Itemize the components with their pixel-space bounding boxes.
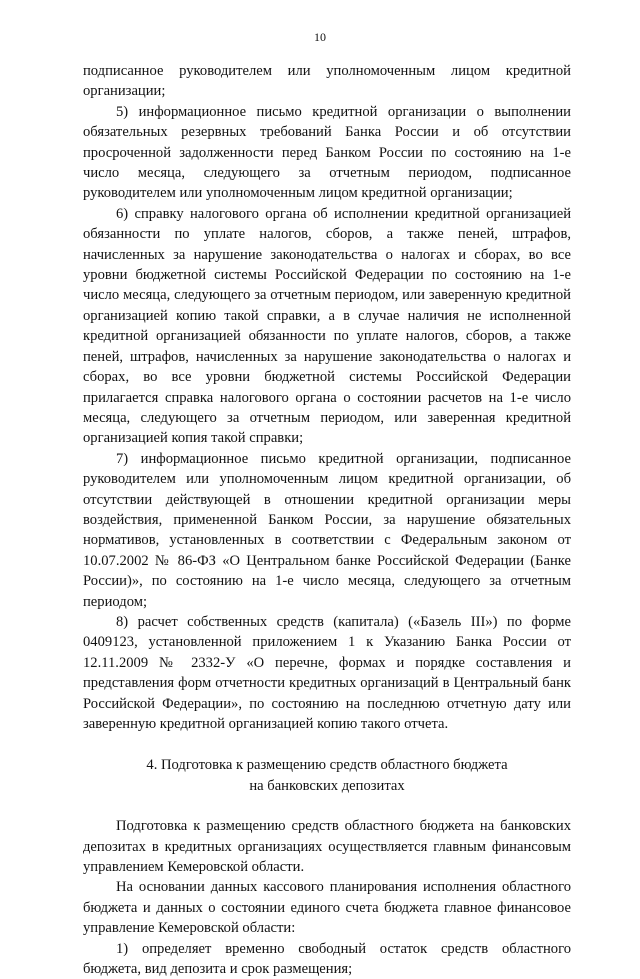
- paragraph-item-5: 5) информационное письмо кредитной организации о выполнении обязательных резервных требований Банка России и об отсутствии просроченной задолженности перед Банком России по состоянию на 1-е число месяца, следующего за отчетным периодом, подписанное руководителем или уполномоченным лицом кредитной организации;: [83, 103, 571, 202]
- section-paragraph-1: Подготовка к размещению средств областного бюджета на банковских депозитах в кредитных организациях осуществляется главным финансовым управлением Кемеровской области.: [83, 818, 571, 876]
- section-heading-line-2: на банковских депозитах: [249, 777, 405, 794]
- section-paragraph-2: На основании данных кассового планирования исполнения областного бюджета и данных о состоянии единого счета бюджета главное финансовое управление Кемеровской области:: [83, 879, 571, 937]
- document-body: [83, 61, 571, 979]
- section-heading-line-1: 4. Подготовка к размещению средств областного бюджета: [146, 757, 508, 774]
- paragraph-item-8: 8) расчет собственных средств (капитала) («Базель III») по форме 0409123, установленной приложением 1 к Указанию Банка России от 12.11.2009 № 2332-У «О перечне, формах и порядке составления и представления форм отчетности кредитных организаций в Центральный банк Российской Федерации», по состоянию на последнюю отчетную дату или заверенную кредитной организацией копию такого отчета.: [83, 613, 571, 732]
- paragraph-item-6: 6) справку налогового органа об исполнении кредитной организацией обязанности по уплате налогов, сборов, а также пеней, штрафов, начисленных за нарушение законодательства о налогах и сборах, во все уровни бюджетной системы Российской Федерации по состоянию на 1-е число месяца, следующего за отчетным периодом, или заверенную кредитной организацией копию такой справки, а в случае наличия не исполненной кредитной организацией обязанности по уплате налогов, сборов, а также пеней, штрафов, начисленных за нарушение законодательства о налогах и сборах, во все уровни бюджетной системы Российской Федерации прилагается справка налогового органа о состоянии расчетов на 1-е число месяца, следующего за отчетным периодом, или заверенная кредитной организацией копия такой справки;: [83, 205, 571, 447]
- paragraph-item-7: 7) информационное письмо кредитной организации, подписанное руководителем или уполномоченным лицом кредитной организации, об отсутствии действующей в отношении кредитной организации меры воздействия, примененной Банком России, за нарушение обязательных нормативов, установленных в соответствии с Федеральным законом от 10.07.2002 № 86-ФЗ «О Центральном банке Российской Федерации (Банке России)», по состоянию на 1-е число месяца, следующего за отчетным периодом;: [83, 450, 571, 610]
- spacer: [83, 734, 571, 755]
- section-paragraph-3: 1) определяет временно свободный остаток средств областного бюджета, вид депозита и срок размещения;: [83, 940, 571, 978]
- paragraph-continuation: подписанное руководителем или уполномоченным лицом кредитной организации;: [83, 63, 571, 100]
- spacer: [83, 796, 571, 816]
- page-number: 10: [314, 30, 326, 44]
